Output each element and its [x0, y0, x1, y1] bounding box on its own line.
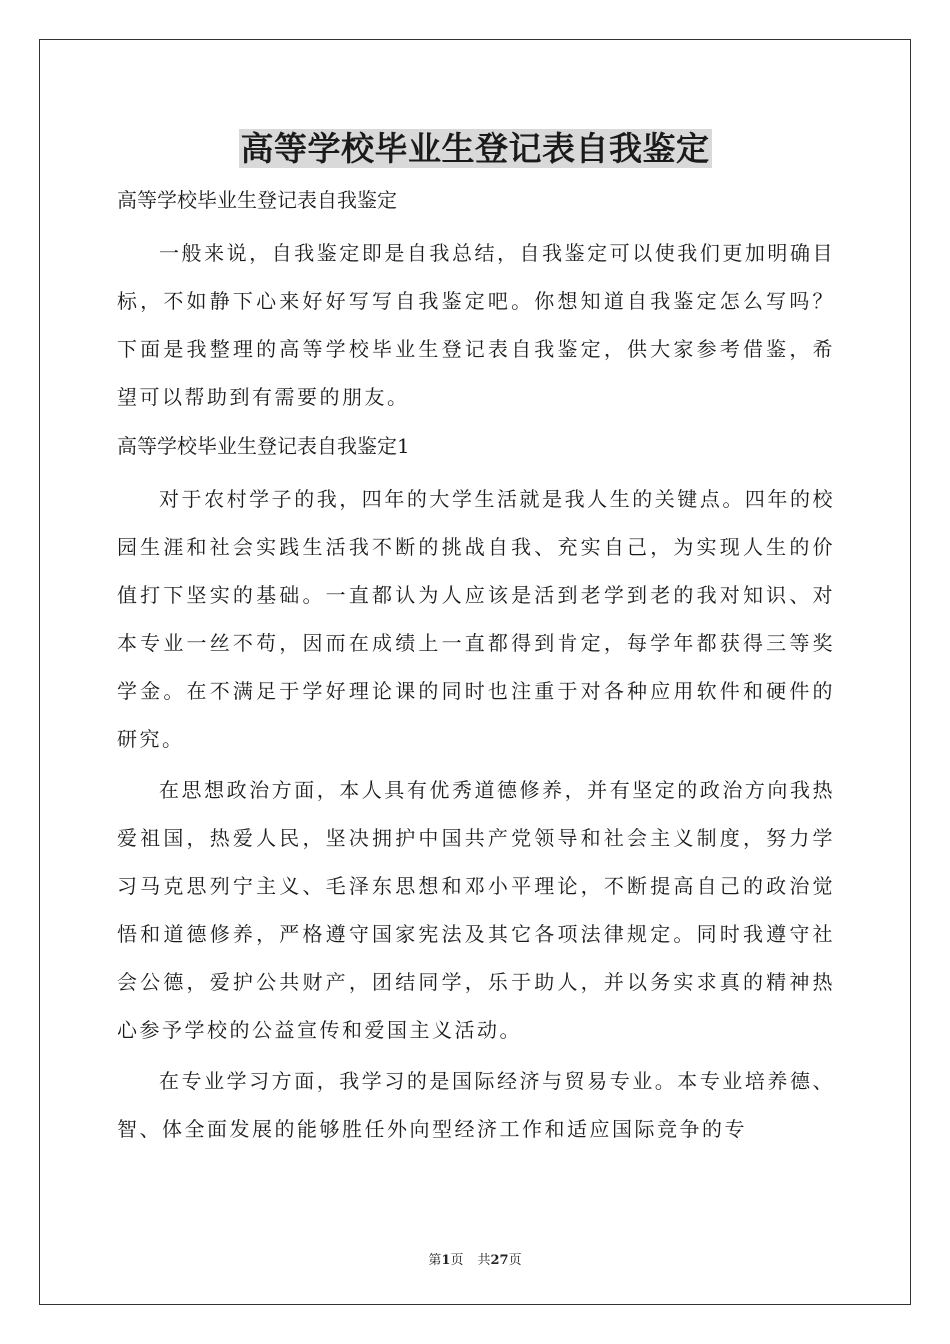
intro-paragraph: 一般来说，自我鉴定即是自我总结，自我鉴定可以使我们更加明确目标，不如静下心来好好写写自我鉴定吧。你想知道自我鉴定怎么写吗？下面是我整理的高等学校毕业生登记表自我鉴定，供大家参考借鉴，希望可以帮助到有需要的朋友。 [117, 241, 835, 409]
document-title-text: 高等学校毕业生登记表自我鉴定 [240, 129, 710, 168]
document-body [117, 178, 835, 1156]
document-subtitle: 高等学校毕业生登记表自我鉴定 [117, 188, 397, 212]
page-number: 1 [441, 1253, 451, 1268]
page-suffix: 页 [450, 1253, 464, 1268]
total-suffix: 页 [508, 1253, 522, 1268]
body-paragraph: 在专业学习方面，我学习的是国际经济与贸易专业。本专业培养德、智、体全面发展的能够胜任外向型经济工作和适应国际竞争的专 [117, 1069, 835, 1141]
document-title [0, 126, 950, 172]
page-prefix: 第 [428, 1253, 442, 1268]
total-pages: 27 [490, 1253, 509, 1268]
page-footer [0, 1249, 950, 1268]
body-paragraph: 对于农村学子的我，四年的大学生活就是我人生的关键点。四年的校园生涯和社会实践生活我不断的挑战自我、充实自己，为实现人生的价值打下坚实的基础。一直都认为人应该是活到老学到老的我对知识、对本专业一丝不苟，因而在成绩上一直都得到肯定，每学年都获得三等奖学金。在不满足于学好理论课的同时也注重于对各种应用软件和硬件的研究。 [117, 487, 835, 751]
body-paragraph: 在思想政治方面，本人具有优秀道德修养，并有坚定的政治方向我热爱祖国，热爱人民，坚决拥护中国共产党领导和社会主义制度，努力学习马克思列宁主义、毛泽东思想和邓小平理论，不断提高自己的政治觉悟和道德修养，严格遵守国家宪法及其它各项法律规定。同时我遵守社会公德，爱护公共财产，团结同学，乐于助人，并以务实求真的精神热心参予学校的公益宣传和爱国主义活动。 [117, 778, 835, 1042]
section-heading-1: 高等学校毕业生登记表自我鉴定1 [117, 434, 410, 458]
total-prefix: 共 [477, 1253, 491, 1268]
